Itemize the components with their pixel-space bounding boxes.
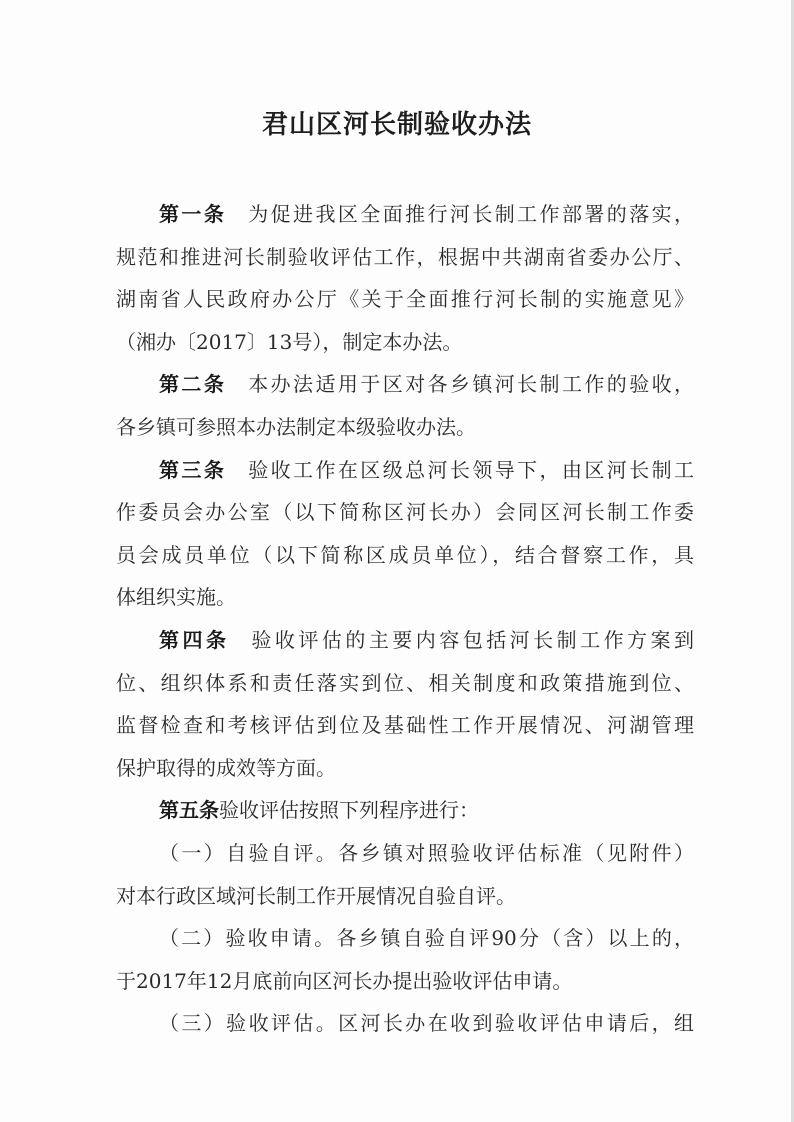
article-label: 第二条: [159, 372, 227, 397]
paragraph-line: 规范和推进河长制验收评估工作，根据中共湖南省委办公厅、: [116, 244, 694, 269]
paragraph-line: 作委员会办公室（以下简称区河长办）会同区河长制工作委: [116, 500, 694, 525]
document-body: [116, 193, 694, 1045]
paragraph-line: [116, 619, 694, 662]
article-label: 第三条: [159, 457, 227, 482]
paragraph-line: 监督检查和考核评估到位及基础性工作开展情况、河湖管理: [116, 713, 694, 738]
paragraph-line: [116, 449, 694, 492]
paragraph-line: [116, 363, 694, 406]
paragraph-line: （二）验收申请。各乡镇自验自评90分（含）以上的，: [159, 926, 694, 951]
line-text: 验收评估按照下列程序进行：: [219, 798, 479, 823]
article-label: 第五条: [159, 798, 219, 823]
line-text: 验收工作在区级总河长领导下，由区河长制工: [248, 457, 695, 482]
paragraph-line: [116, 789, 694, 832]
line-text: 验收评估的主要内容包括河长制工作方案到: [251, 627, 695, 652]
line-text: 本办法适用于区对各乡镇河长制工作的验收，: [248, 372, 695, 397]
paragraph-line: （三）验收评估。区河长办在收到验收评估申请后，组: [159, 1011, 694, 1036]
paragraph-line: 于2017年12月底前向区河长办提出验收评估申请。: [116, 968, 573, 993]
paragraph-line: 体组织实施。: [116, 585, 236, 610]
article-label: 第一条: [159, 202, 227, 226]
paragraph-line: 保护取得的成效等方面。: [116, 755, 336, 780]
document-title: 君山区河长制验收办法: [261, 110, 532, 140]
paragraph-line: [116, 193, 694, 236]
paragraph-line: （一）自验自评。各乡镇对照验收评估标准（见附件）: [159, 840, 694, 865]
paragraph-line: 对本行政区域河长制工作开展情况自验自评。: [116, 883, 516, 908]
paragraph-line: 各乡镇可参照本办法制定本级验收办法。: [116, 414, 476, 439]
line-text: 为促进我区全面推行河长制工作部署的落实，: [248, 202, 695, 226]
paragraph-line: 位、组织体系和责任落实到位、相关制度和政策措施到位、: [116, 670, 694, 695]
article-label: 第四条: [159, 627, 230, 652]
paragraph-line: 员会成员单位（以下简称区成员单位），结合督察工作，具: [116, 542, 694, 567]
paragraph-line: （湘办〔2017〕13号），制定本办法。: [116, 329, 463, 354]
paragraph-line: 湖南省人民政府办公厅《关于全面推行河长制的实施意见》: [116, 287, 694, 312]
